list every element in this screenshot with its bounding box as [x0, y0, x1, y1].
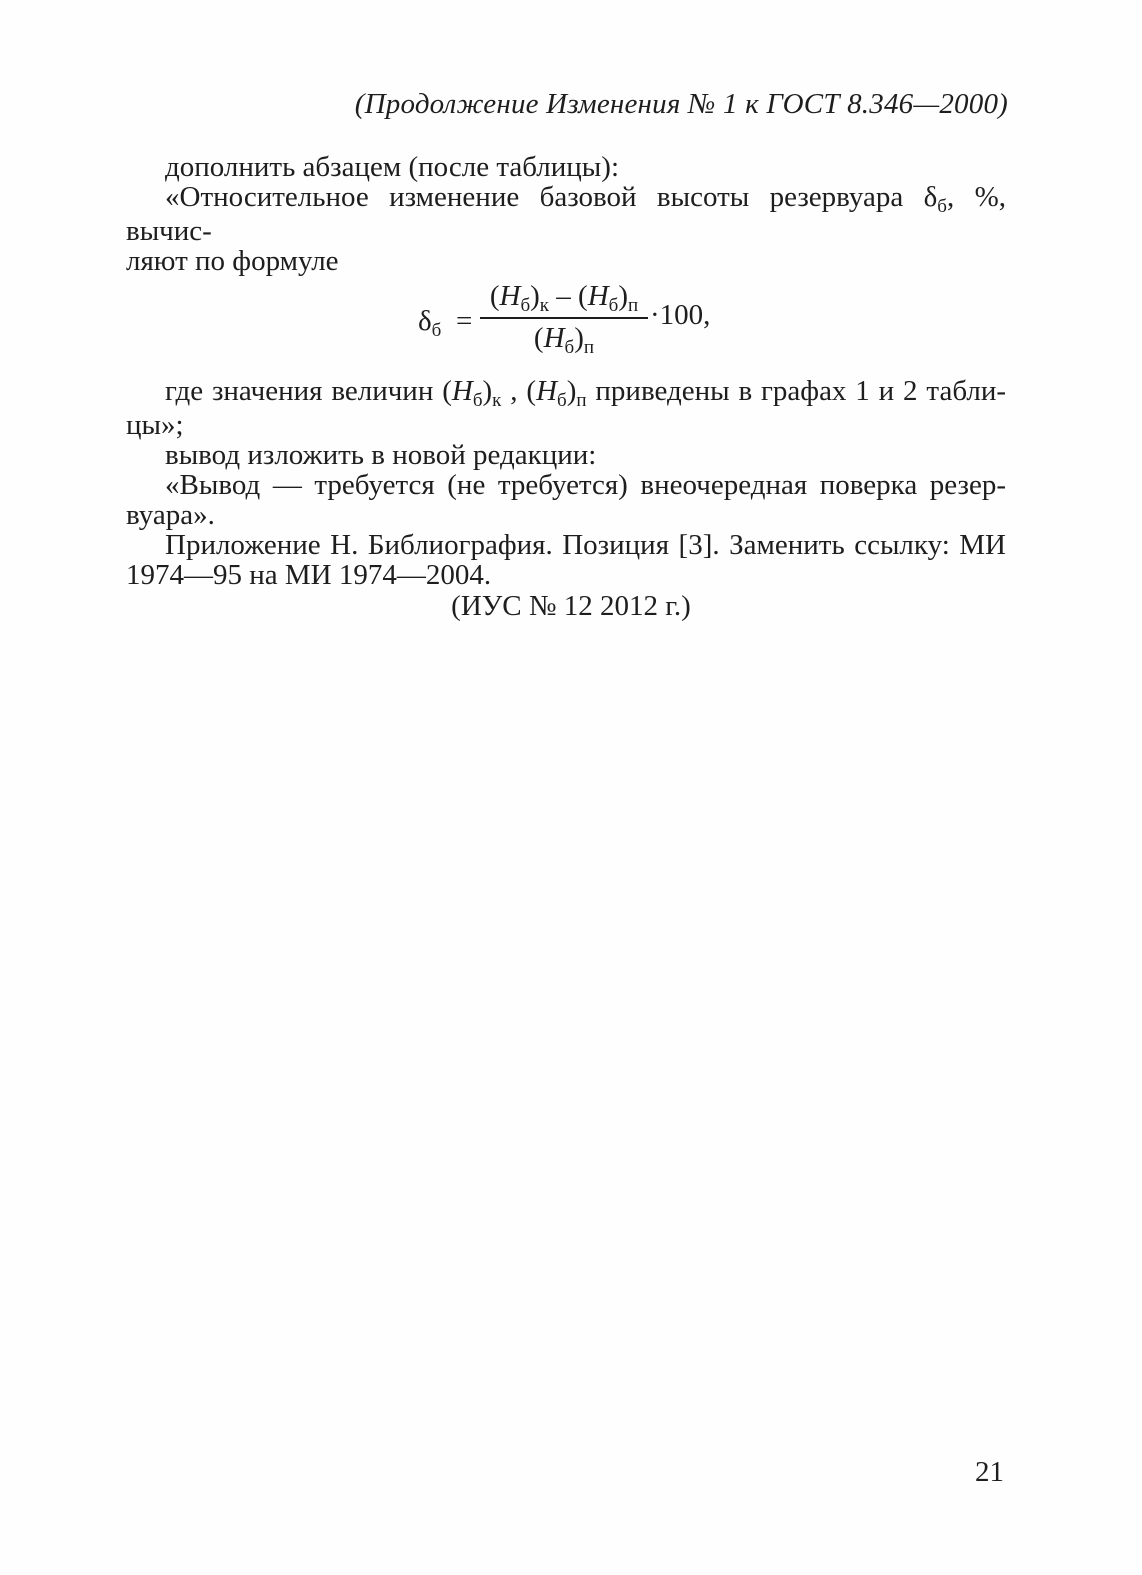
formula-fraction [480, 280, 648, 358]
num-b-sub2: п [628, 295, 639, 316]
formula-multiplier: ·100, [650, 299, 711, 331]
paragraph-6-line-2: 1974—95 на МИ 1974—2004. [126, 559, 492, 591]
p3-subp: п [576, 390, 587, 411]
paragraph-2-line-2: ляют по формуле [126, 245, 339, 277]
p3-h2: H [536, 375, 558, 407]
paragraph-1: дополнить абзацем (после таблицы): [165, 151, 620, 183]
den-sub2: п [583, 337, 595, 358]
num-b-sub: б [608, 295, 619, 316]
p3-h1: H [451, 375, 473, 407]
formula [126, 280, 1006, 366]
formula-delta-subscript: б [431, 320, 442, 341]
paragraph-5-line-1: «Вывод — требуется (не требуется) внеочередная поверка резер- [165, 469, 1006, 501]
document-body [126, 152, 1006, 590]
num-minus: – [549, 280, 579, 312]
ius-reference: (ИУС № 12 2012 г.) [451, 590, 691, 622]
page-header: (Продолжение Изменения № 1 к ГОСТ 8.346—2000) [354, 88, 1008, 120]
paragraph-5-line-2: вуара». [126, 499, 215, 531]
delta-subscript: б [937, 196, 947, 217]
p3-close1: ) [482, 375, 493, 407]
num-a-close: ) [530, 280, 540, 312]
paragraph-6-line-1: Приложение Н. Библиография. Позиция [3]. Заменить ссылку: МИ [165, 529, 1006, 561]
p3-text-end: приведены в графах 1 и 2 табли- [586, 375, 1007, 407]
fraction-bar [480, 317, 648, 319]
formula-denominator: $(H_б)_п$ [533, 322, 595, 358]
num-a-sub2: к [539, 295, 550, 316]
paragraph-2-text-end: , %, вычис- [126, 181, 1006, 247]
paragraph-4: вывод изложить в новой редакции: [165, 439, 597, 471]
num-a-sub: б [520, 295, 531, 316]
paragraph-2-line-1 [126, 182, 1006, 246]
num-b-close: ) [618, 280, 628, 312]
p3-sub2: б [557, 390, 567, 411]
den-close: ) [574, 322, 584, 354]
paragraph-3-line-1 [126, 376, 1006, 410]
p3-sub1: б [472, 390, 483, 411]
formula-lhs [418, 306, 441, 340]
formula-equals: = [456, 305, 473, 337]
paragraph-3-line-2: цы»; [126, 409, 184, 441]
p3-subk: к [492, 390, 502, 411]
p3-comma: , ( [501, 375, 537, 407]
formula-delta: δ [418, 305, 432, 337]
p3-close2: ) [566, 375, 577, 407]
page-number: 21 [975, 1456, 1004, 1488]
paragraph-2-text: «Относительное изменение базовой высоты резервуара δ [165, 181, 938, 213]
den-sub: б [564, 337, 575, 358]
p3-text: где значения величин ( [165, 375, 452, 407]
formula-numerator: $(H_б)_к - (H_б)_п$ [489, 280, 639, 316]
